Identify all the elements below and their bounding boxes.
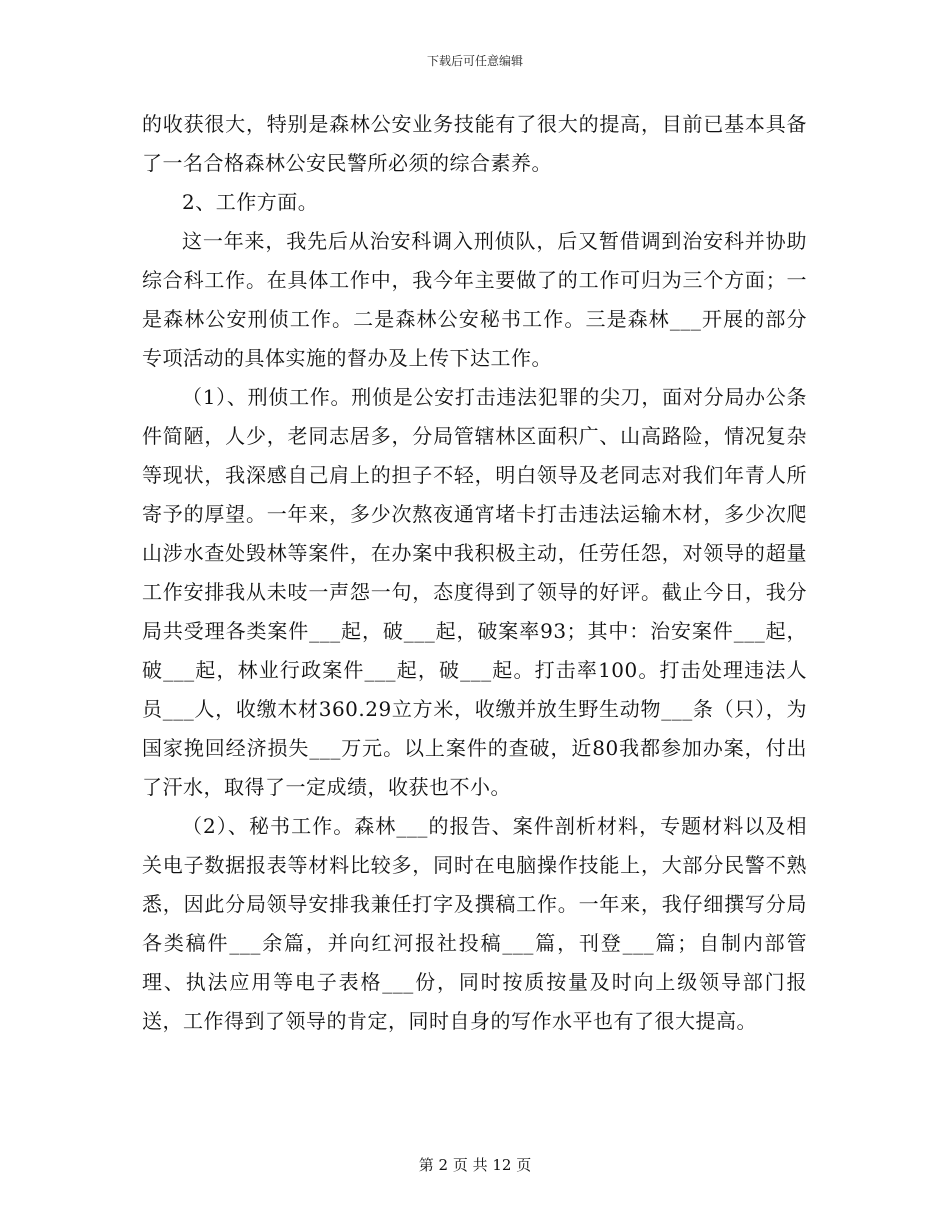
- paragraph-secretary-work: （2）、秘书工作。森林___的报告、案件剖析材料，专题材料以及相关电子数据报表等材料比较多，同时在电脑操作技能上，大部分民警不熟悉，因此分局领导安排我兼任打字及撰稿工作。一年来，我仔细撰写分局各类稿件___余篇，并向红河报社投稿___篇，刊登___篇；自制内部管理、执法应用等电子表格___份，同时按质按量及时向上级领导部门报送，工作得到了领导的肯定，同时自身的写作水平也有了很大提高。: [142, 814, 807, 1033]
- section-heading-work: 2、工作方面。: [182, 190, 319, 214]
- paragraph-continuation: 的收获很大，特别是森林公安业务技能有了很大的提高，目前已基本具备了一名合格森林公安民警所必须的综合素养。: [142, 112, 807, 175]
- page-number: 第 2 页 共 12 页: [418, 1156, 532, 1174]
- paragraph-work-overview: 这一年来，我先后从治安科调入刑侦队，后又暂借调到治安科并协助综合科工作。在具体工作中，我今年主要做了的工作可归为三个方面；一是森林公安刑侦工作。二是森林公安秘书工作。三是森林___开展的部分专项活动的具体实施的督办及上传下达工作。: [142, 229, 807, 370]
- paragraph-criminal-investigation: （1）、刑侦工作。刑侦是公安打击违法犯罪的尖刀，面对分局办公条件简陋，人少，老同志居多，分局管辖林区面积广、山高路险，情况复杂等现状，我深感自己肩上的担子不轻，明白领导及老同志对我们年青人所寄予的厚望。一年来，多少次熬夜通宵堵卡打击违法运输木材，多少次爬山涉水查处毁林等案件，在办案中我积极主动，任劳任怨，对领导的超量工作安排我从未吱一声怨一句，态度得到了领导的好评。截止今日，我分局共受理各类案件___起，破___起，破案率93；其中：治安案件___起，破___起，林业行政案件___起，破___起。打击率100。打击处理违法人员___人，收缴木材360.29立方米，收缴并放生野生动物___条（只），为国家挽回经济损失___万元。以上案件的查破，近80我都参加办案，付出了汗水，取得了一定成绩，收获也不小。: [142, 385, 807, 799]
- document-body: [142, 105, 807, 1041]
- page-header-note: 下载后可任意编辑: [426, 54, 523, 68]
